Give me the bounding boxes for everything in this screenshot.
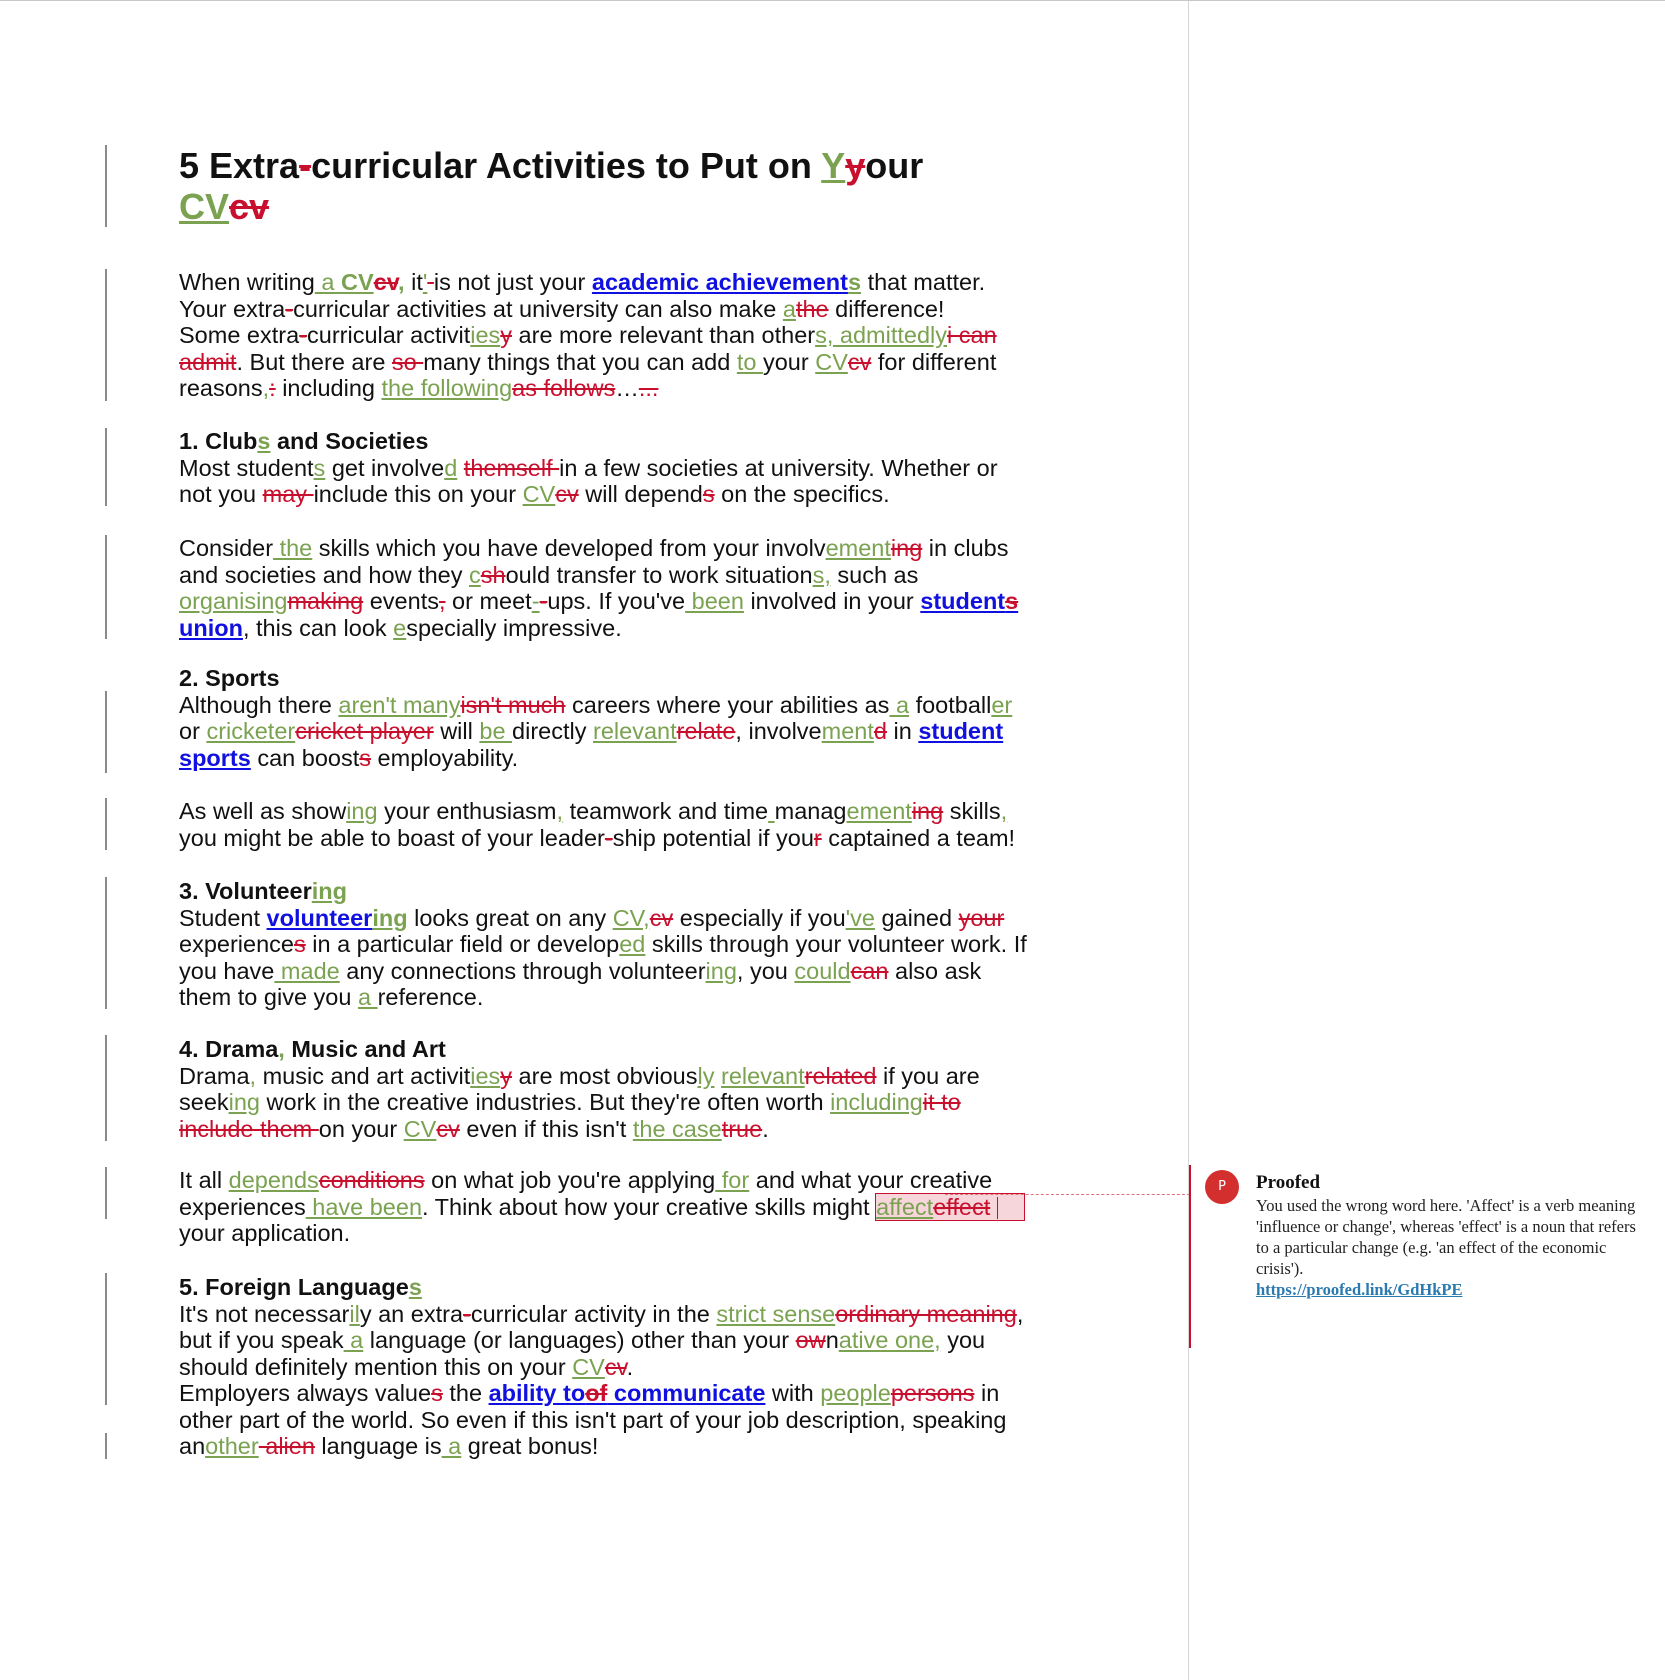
text: will: [433, 718, 480, 744]
insertion[interactable]: including: [830, 1089, 923, 1115]
text: Although there: [179, 691, 339, 718]
text: any connections through volunteer: [339, 957, 706, 984]
insertion[interactable]: made: [274, 957, 340, 984]
deletion[interactable]: ow: [795, 1327, 826, 1353]
deletion[interactable]: s: [293, 931, 306, 957]
change-bar: [105, 145, 107, 227]
title-text: curricular Activities to Put on: [311, 145, 822, 186]
text: Drama: [179, 1062, 250, 1089]
text: and what your creative experiences: [179, 1167, 993, 1220]
title-text: our: [865, 145, 924, 186]
insertion[interactable]: ': [422, 269, 428, 295]
insertion[interactable]: CV: [403, 1115, 437, 1142]
text: , but if you speak: [179, 1300, 1024, 1353]
text: Your extra: [179, 295, 286, 322]
insertion[interactable]: aren't many: [338, 691, 461, 718]
text: Employers always value: [179, 1380, 432, 1406]
comment-body[interactable]: [1256, 1195, 1646, 1300]
insertion[interactable]: ies: [470, 1062, 501, 1089]
deletion[interactable]: conditions: [318, 1167, 425, 1193]
deletion[interactable]: -: [285, 295, 294, 322]
text: especially if you: [673, 904, 846, 931]
insertion[interactable]: for: [715, 1167, 750, 1193]
deletion[interactable]: s: [359, 744, 372, 771]
insertion[interactable]: a: [314, 269, 341, 295]
insertion[interactable]: relevant: [721, 1062, 805, 1089]
avatar: P: [1205, 1170, 1239, 1204]
insertion[interactable]: ,: [249, 1062, 257, 1089]
deletion[interactable]: alien: [258, 1433, 315, 1459]
deletion[interactable]: it to include them: [179, 1089, 961, 1142]
text: on your: [318, 1115, 404, 1142]
text: in: [886, 718, 919, 744]
insertion[interactable]: ,: [398, 269, 405, 295]
text: including: [275, 375, 382, 401]
insertion[interactable]: a: [889, 691, 910, 718]
document-title[interactable]: [179, 145, 1029, 227]
text: teamwork and time: [563, 798, 769, 824]
text: that matter.: [861, 269, 986, 295]
text: n: [825, 1327, 839, 1353]
text: include this on your: [313, 481, 523, 507]
text: also ask them to give you: [179, 957, 982, 1010]
deletion[interactable]: d: [873, 718, 887, 744]
deletion[interactable]: ,: [438, 588, 446, 614]
text: skills: [943, 798, 1001, 824]
text: you should definitely mention this on your: [179, 1327, 986, 1380]
text: are most obvious: [512, 1062, 698, 1089]
insertion[interactable]: s,: [812, 561, 831, 588]
text: involved in your: [743, 588, 921, 614]
text: reference.: [377, 984, 484, 1010]
comment-link[interactable]: https://proofed.link/GdHkPE: [1256, 1280, 1463, 1299]
change-bar: [105, 1167, 107, 1219]
text: in other part of the world. So even if this isn't part of your job description, speaking an: [179, 1380, 1007, 1459]
section-heading-clubs: [179, 428, 1029, 455]
hyperlink-ability-to-communicate[interactable]: [489, 1380, 766, 1406]
text: you might be able to boast of your leader: [179, 824, 605, 851]
insertion[interactable]: a: [357, 984, 378, 1010]
deletion[interactable]: y: [845, 145, 866, 186]
change-bar: [105, 1433, 107, 1459]
drama-section[interactable]: [179, 1036, 1029, 1142]
insertion[interactable]: the following: [381, 375, 513, 401]
text: , you: [736, 957, 795, 984]
insertion[interactable]: ,: [1000, 798, 1008, 824]
text: directly: [512, 718, 594, 744]
insertion[interactable]: e: [393, 614, 407, 641]
deletion[interactable]: the: [795, 295, 829, 322]
insertion[interactable]: s, admittedly: [815, 322, 948, 348]
drama-paragraph-2[interactable]: [179, 1167, 1029, 1247]
intro-paragraph[interactable]: [179, 269, 1029, 402]
text: or: [179, 718, 207, 744]
text: with: [765, 1380, 821, 1406]
insertion[interactable]: s: [408, 1274, 422, 1300]
text: . But there are: [236, 348, 392, 375]
link-text: student: [920, 588, 1006, 614]
text: in clubs and societies and how they: [179, 535, 1009, 588]
insertion[interactable]: ement: [846, 798, 912, 824]
insertion[interactable]: ,: [262, 375, 270, 401]
insertion[interactable]: er: [991, 691, 1013, 718]
text: manag: [774, 798, 847, 824]
deletion[interactable]: ...: [638, 375, 659, 401]
clubs-section[interactable]: [179, 428, 1029, 508]
deletion[interactable]: cv: [229, 186, 270, 227]
insertion[interactable]: other: [205, 1433, 259, 1459]
text: specially impressive.: [406, 614, 622, 641]
deletion[interactable]: -: [604, 824, 613, 851]
text: in a few societies at university. Whether or not you: [179, 454, 998, 507]
text: When writing: [179, 269, 315, 295]
insertion[interactable]: ing: [228, 1089, 261, 1115]
text: get involve: [325, 454, 445, 481]
deletion[interactable]: themself: [463, 454, 560, 481]
change-bar: [105, 691, 107, 773]
text: on the specifics.: [714, 481, 890, 507]
insertion[interactable]: CV: [522, 481, 556, 507]
text: even if this isn't: [459, 1115, 633, 1142]
deletion[interactable]: isn't much: [460, 691, 566, 718]
deletion[interactable]: ordinary meaning: [835, 1300, 1017, 1327]
insertion[interactable]: people: [820, 1380, 891, 1406]
deletion[interactable]: effect: [933, 1193, 991, 1220]
text: It's not necessar: [179, 1300, 350, 1327]
text: can boost: [250, 744, 360, 771]
insertion[interactable]: ,: [278, 1036, 285, 1062]
deletion[interactable]: s: [431, 1380, 443, 1406]
text: . Think about how your creative skills might: [422, 1193, 877, 1220]
insertion[interactable]: a: [441, 1433, 462, 1459]
deletion[interactable]: of: [585, 1380, 608, 1406]
text: curricular activities at university can also make: [293, 295, 783, 322]
deletion[interactable]: :: [269, 375, 276, 401]
deletion[interactable]: ing: [890, 535, 923, 561]
text: employability.: [371, 744, 519, 771]
insertion[interactable]: ly: [697, 1062, 715, 1089]
insertion[interactable]: ,: [556, 798, 564, 824]
deletion[interactable]: cv: [436, 1115, 460, 1142]
change-bar: [105, 269, 107, 401]
insertion[interactable]: CV: [572, 1353, 605, 1380]
insertion[interactable]: ing: [311, 878, 348, 904]
change-bar: [105, 798, 107, 850]
insertion[interactable]: CV: [815, 348, 848, 375]
text: Student: [179, 904, 267, 931]
deletion[interactable]: s: [702, 481, 715, 507]
deletion[interactable]: so: [391, 348, 424, 375]
text: ups. If you've: [547, 588, 686, 614]
insertion[interactable]: CV: [179, 186, 230, 227]
insertion[interactable]: relevant: [593, 718, 677, 744]
insertion[interactable]: ing: [346, 798, 378, 824]
deletion[interactable]: can: [850, 957, 889, 984]
insertion[interactable]: the: [273, 535, 313, 561]
insertion[interactable]: strict sense: [716, 1300, 836, 1327]
text: experience: [179, 931, 294, 957]
insertion[interactable]: ement: [825, 535, 891, 561]
text: are more relevant than other: [512, 322, 816, 348]
insertion[interactable]: CV: [340, 269, 374, 295]
text: such as: [830, 561, 919, 588]
text: skills through your volunteer work. If you have: [179, 931, 1027, 984]
insertion[interactable]: s: [313, 454, 326, 481]
change-bar: [105, 1273, 107, 1405]
change-bar: [105, 535, 107, 639]
text: for different reasons: [179, 348, 997, 401]
text: Some extra: [179, 322, 300, 348]
text: , this can look: [242, 614, 394, 641]
deletion[interactable]: sh: [480, 561, 506, 588]
insertion[interactable]: ative one,: [838, 1327, 941, 1353]
text: Consider: [179, 535, 274, 561]
insertion[interactable]: cricketer: [206, 718, 296, 744]
deletion[interactable]: ing: [911, 798, 944, 824]
change-bar: [105, 1035, 107, 1141]
text: and Societies: [270, 428, 429, 454]
languages-section[interactable]: [179, 1274, 1029, 1460]
text: , involve: [735, 718, 822, 744]
text: y an extra: [359, 1300, 464, 1327]
text: difference!: [828, 295, 945, 322]
text: ould transfer to work situation: [505, 561, 813, 588]
deletion[interactable]: relate: [676, 718, 736, 744]
text: your: [762, 348, 816, 375]
insertion[interactable]: -: [531, 588, 540, 614]
text: will depend: [578, 481, 703, 507]
section-heading-drama: [179, 1036, 1029, 1063]
text: the: [442, 1380, 489, 1406]
text: events: [363, 588, 439, 614]
deletion[interactable]: cv: [604, 1353, 627, 1380]
insertion[interactable]: s: [257, 428, 271, 454]
text: captained a team!: [821, 824, 1016, 851]
insertion[interactable]: s: [847, 269, 862, 295]
deletion[interactable]: your: [958, 904, 1005, 931]
text: gained: [874, 904, 959, 931]
deletion[interactable]: true: [721, 1115, 763, 1142]
section-heading-languages: [179, 1274, 1029, 1301]
change-bar: [105, 428, 107, 506]
text: in a particular field or develop: [305, 931, 620, 957]
deletion[interactable]: persons: [890, 1380, 975, 1406]
insertion[interactable]: affect: [876, 1193, 934, 1220]
text: .: [762, 1115, 769, 1142]
deletion[interactable]: -: [299, 145, 312, 186]
insertion[interactable]: ing: [705, 957, 737, 984]
volunteering-section[interactable]: [179, 878, 1029, 1011]
deletion[interactable]: making: [287, 588, 364, 614]
deletion[interactable]: cv: [373, 269, 399, 295]
text: is not just your: [433, 269, 592, 295]
text: It all: [179, 1167, 229, 1193]
text: 4. Drama: [179, 1036, 279, 1062]
insertion[interactable]: ed: [619, 931, 646, 957]
insertion[interactable]: be: [479, 718, 513, 744]
text: …: [615, 375, 639, 401]
section-heading-sports: 2. Sports: [179, 665, 280, 691]
deletion[interactable]: cv: [649, 904, 674, 931]
deletion[interactable]: may: [262, 481, 314, 507]
text: language (or languages) other than your: [363, 1327, 796, 1353]
clubs-paragraph-2[interactable]: [179, 535, 1029, 641]
text: language is: [314, 1433, 442, 1459]
insertion[interactable]: organising: [179, 588, 288, 614]
text: work in the creative industries. But they're often worth: [260, 1089, 831, 1115]
deletion[interactable]: y: [500, 1062, 513, 1089]
insertion[interactable]: ies: [470, 322, 501, 348]
text: your enthusiasm: [377, 798, 557, 824]
text: careers where your abilities as: [565, 691, 890, 718]
insertion[interactable]: the case: [632, 1115, 722, 1142]
text: 3. Volunteer: [179, 878, 312, 904]
change-bar: [105, 877, 107, 1009]
text: As well as show: [179, 798, 347, 824]
text: Music and Art: [284, 1036, 446, 1062]
deletion[interactable]: cv: [555, 481, 579, 507]
insertion[interactable]: have been: [305, 1193, 423, 1220]
text: 5. Foreign Language: [179, 1274, 409, 1300]
comment-text: You used the wrong word here. 'Affect' is a verb meaning 'influence or change', whereas 'effect' is a noun that refers to a particular change (e.g. 'an effect of the economic crisis').: [1256, 1196, 1636, 1278]
deletion[interactable]: s: [1005, 588, 1019, 614]
text: it: [404, 269, 423, 295]
insertion[interactable]: d: [444, 454, 458, 481]
deletion[interactable]: r: [813, 824, 822, 851]
hyperlink-academic-achievements[interactable]: academic achievement: [591, 269, 848, 295]
comment-author: Proofed: [1256, 1172, 1321, 1193]
insertion[interactable]: a: [343, 1327, 364, 1353]
text: football: [909, 691, 992, 718]
comment-active-bar: [1189, 1165, 1191, 1348]
text: curricular activit: [307, 322, 471, 348]
text: on what job you're applying: [424, 1167, 716, 1193]
deletion[interactable]: related: [804, 1062, 877, 1089]
text: your application.: [179, 1220, 351, 1246]
link-text: communicate: [607, 1380, 766, 1406]
comment-connector-line: [945, 1194, 1190, 1195]
commented-text-selection[interactable]: [876, 1194, 1024, 1220]
insertion[interactable]: Y: [821, 145, 846, 186]
insertion[interactable]: to: [736, 348, 763, 375]
insertion[interactable]: CV,: [612, 904, 650, 931]
insertion[interactable]: ment: [821, 718, 874, 744]
text: many things that you can add: [423, 348, 737, 375]
sports-section[interactable]: [179, 665, 1029, 771]
link-text: ability to: [488, 1380, 586, 1406]
hyperlink-volunteering[interactable]: volunteer: [266, 904, 373, 931]
comment-margin-pane: [1189, 1, 1665, 1680]
deletion[interactable]: -: [299, 322, 307, 348]
title-text: 5 Extra: [179, 145, 300, 186]
text: skills which you have developed from your involv: [312, 535, 826, 561]
text: music and art activit: [256, 1062, 471, 1089]
insertion[interactable]: a: [782, 295, 796, 322]
insertion[interactable]: c: [469, 561, 481, 588]
insertion[interactable]: il: [349, 1300, 360, 1327]
deletion[interactable]: cv: [847, 348, 872, 375]
document-page[interactable]: [0, 1, 1189, 1680]
deletion[interactable]: cricket player: [295, 718, 434, 744]
sports-paragraph-2[interactable]: [179, 798, 1029, 851]
text: great bonus!: [461, 1433, 599, 1459]
text: .: [626, 1353, 634, 1380]
text: Most student: [179, 454, 314, 481]
text: 1. Club: [179, 428, 258, 454]
deletion[interactable]: i can admit: [179, 322, 997, 375]
deletion[interactable]: -: [463, 1300, 471, 1327]
insertion[interactable]: could: [794, 957, 851, 984]
text: looks great on any: [407, 904, 613, 931]
section-heading-volunteering: [179, 878, 1029, 905]
text: if you are seek: [179, 1062, 980, 1115]
text: or meet: [445, 588, 532, 614]
hyperlink-student-sports[interactable]: student sports: [179, 718, 1004, 771]
insertion[interactable]: 've: [845, 904, 875, 931]
insertion[interactable]: been: [685, 588, 744, 614]
link-text: union: [179, 614, 243, 641]
deletion[interactable]: y: [500, 322, 513, 348]
text: curricular activity in the: [470, 1300, 717, 1327]
deletion[interactable]: -: [539, 588, 548, 614]
insertion[interactable]: ing: [372, 904, 408, 931]
text-cursor: [997, 1197, 998, 1219]
deletion[interactable]: as follows: [512, 375, 616, 401]
text: ship potential if you: [612, 824, 814, 851]
insertion[interactable]: depends: [228, 1167, 319, 1193]
